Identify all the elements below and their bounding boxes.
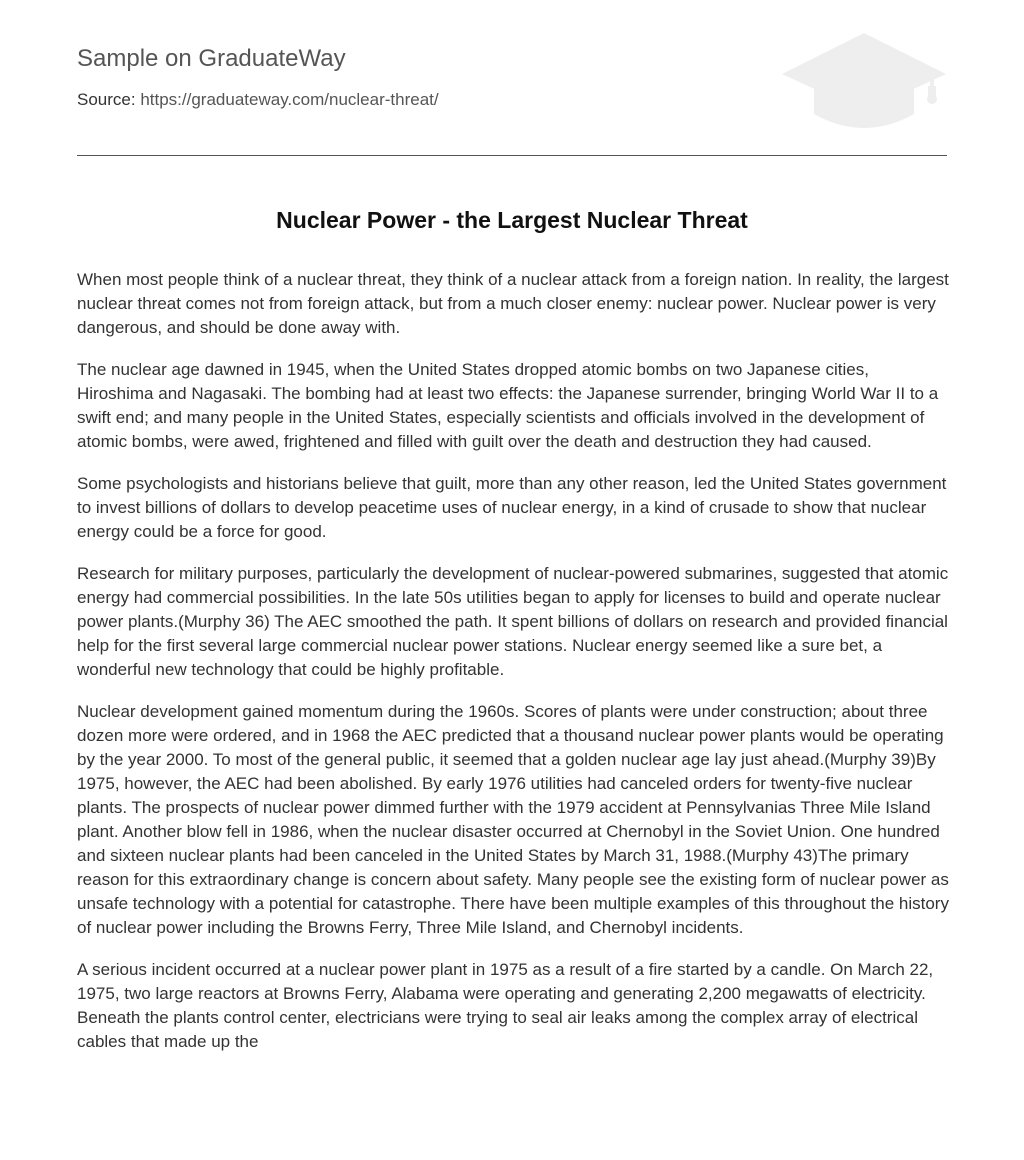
paragraph: A serious incident occurred at a nuclear power plant in 1975 as a result of a fire started by a candle. On March 22, 1975, two large reactors at Browns Ferry, Alabama were operating and generating 2,200 megawatts of electricity. Beneath the plants control center, electricians were trying to seal air leaks among the complex array of electrical cables that made up the xyxy=(77,960,934,1051)
source-line xyxy=(77,89,439,111)
source-link[interactable]: https://graduateway.com/nuclear-threat/ xyxy=(140,90,439,109)
graduation-cap-icon xyxy=(780,30,948,134)
tassel-knob xyxy=(927,94,937,104)
site-title: Sample on GraduateWay xyxy=(77,45,346,72)
paragraph: The nuclear age dawned in 1945, when the United States dropped atomic bombs on two Japanese cities, Hiroshima and Nagasaki. The bombing had at least two effects: the Japanese surrender, bringing World War II to a swift end; and many people in the United States, especially scientists and officials involved in the development of atomic bombs, were awed, frightened and filled with guilt over the death and destruction they had caused. xyxy=(77,360,939,451)
header-divider xyxy=(77,155,947,156)
article-body xyxy=(77,268,949,1072)
cap-board-shape xyxy=(782,33,946,112)
page-header xyxy=(77,0,947,156)
paragraph: When most people think of a nuclear threat, they think of a nuclear attack from a foreign nation. In reality, the largest nuclear threat comes not from foreign attack, but from a much closer enemy: nuclear power. Nuclear power is very dangerous, and should be done away with. xyxy=(77,270,949,337)
paragraph: Nuclear development gained momentum during the 1960s. Scores of plants were under construction; about three dozen more were ordered, and in 1968 the AEC predicted that a thousand nuclear power plants would be operating by the year 2000. To most of the general public, it seemed that a golden nuclear age lay just ahead.(Murphy 39)By 1975, however, the AEC had been abolished. By early 1976 utilities had canceled orders for twenty-five nuclear plants. The prospects of nuclear power dimmed further with the 1979 accident at Pennsylvanias Three Mile Island plant. Another blow fell in 1986, when the nuclear disaster occurred at Chernobyl in the Soviet Union. One hundred and sixteen nuclear plants had been canceled in the United States by March 31, 1988.(Murphy 43)The primary reason for this extraordinary change is concern about safety. Many people see the existing form of nuclear power as unsafe technology with a potential for catastrophe. There have been multiple examples of this throughout the history of nuclear power including the Browns Ferry, Three Mile Island, and Chernobyl incidents. xyxy=(77,702,949,937)
paragraph: Research for military purposes, particularly the development of nuclear-powered submarines, suggested that atomic energy had commercial possibilities. In the late 50s utilities began to apply for licenses to build and operate nuclear power plants.(Murphy 36) The AEC smoothed the path. It spent billions of dollars on research and provided financial help for the first several large commercial nuclear power stations. Nuclear energy seemed like a sure bet, a wonderful new technology that could be highly profitable. xyxy=(77,564,949,679)
source-label: Source: xyxy=(77,90,136,109)
document-title: Nuclear Power - the Largest Nuclear Threat xyxy=(276,207,748,233)
paragraph: Some psychologists and historians believe that guilt, more than any other reason, led the United States government to invest billions of dollars to develop peacetime uses of nuclear energy, in a kind of crusade to show that nuclear energy could be a force for good. xyxy=(77,474,947,541)
